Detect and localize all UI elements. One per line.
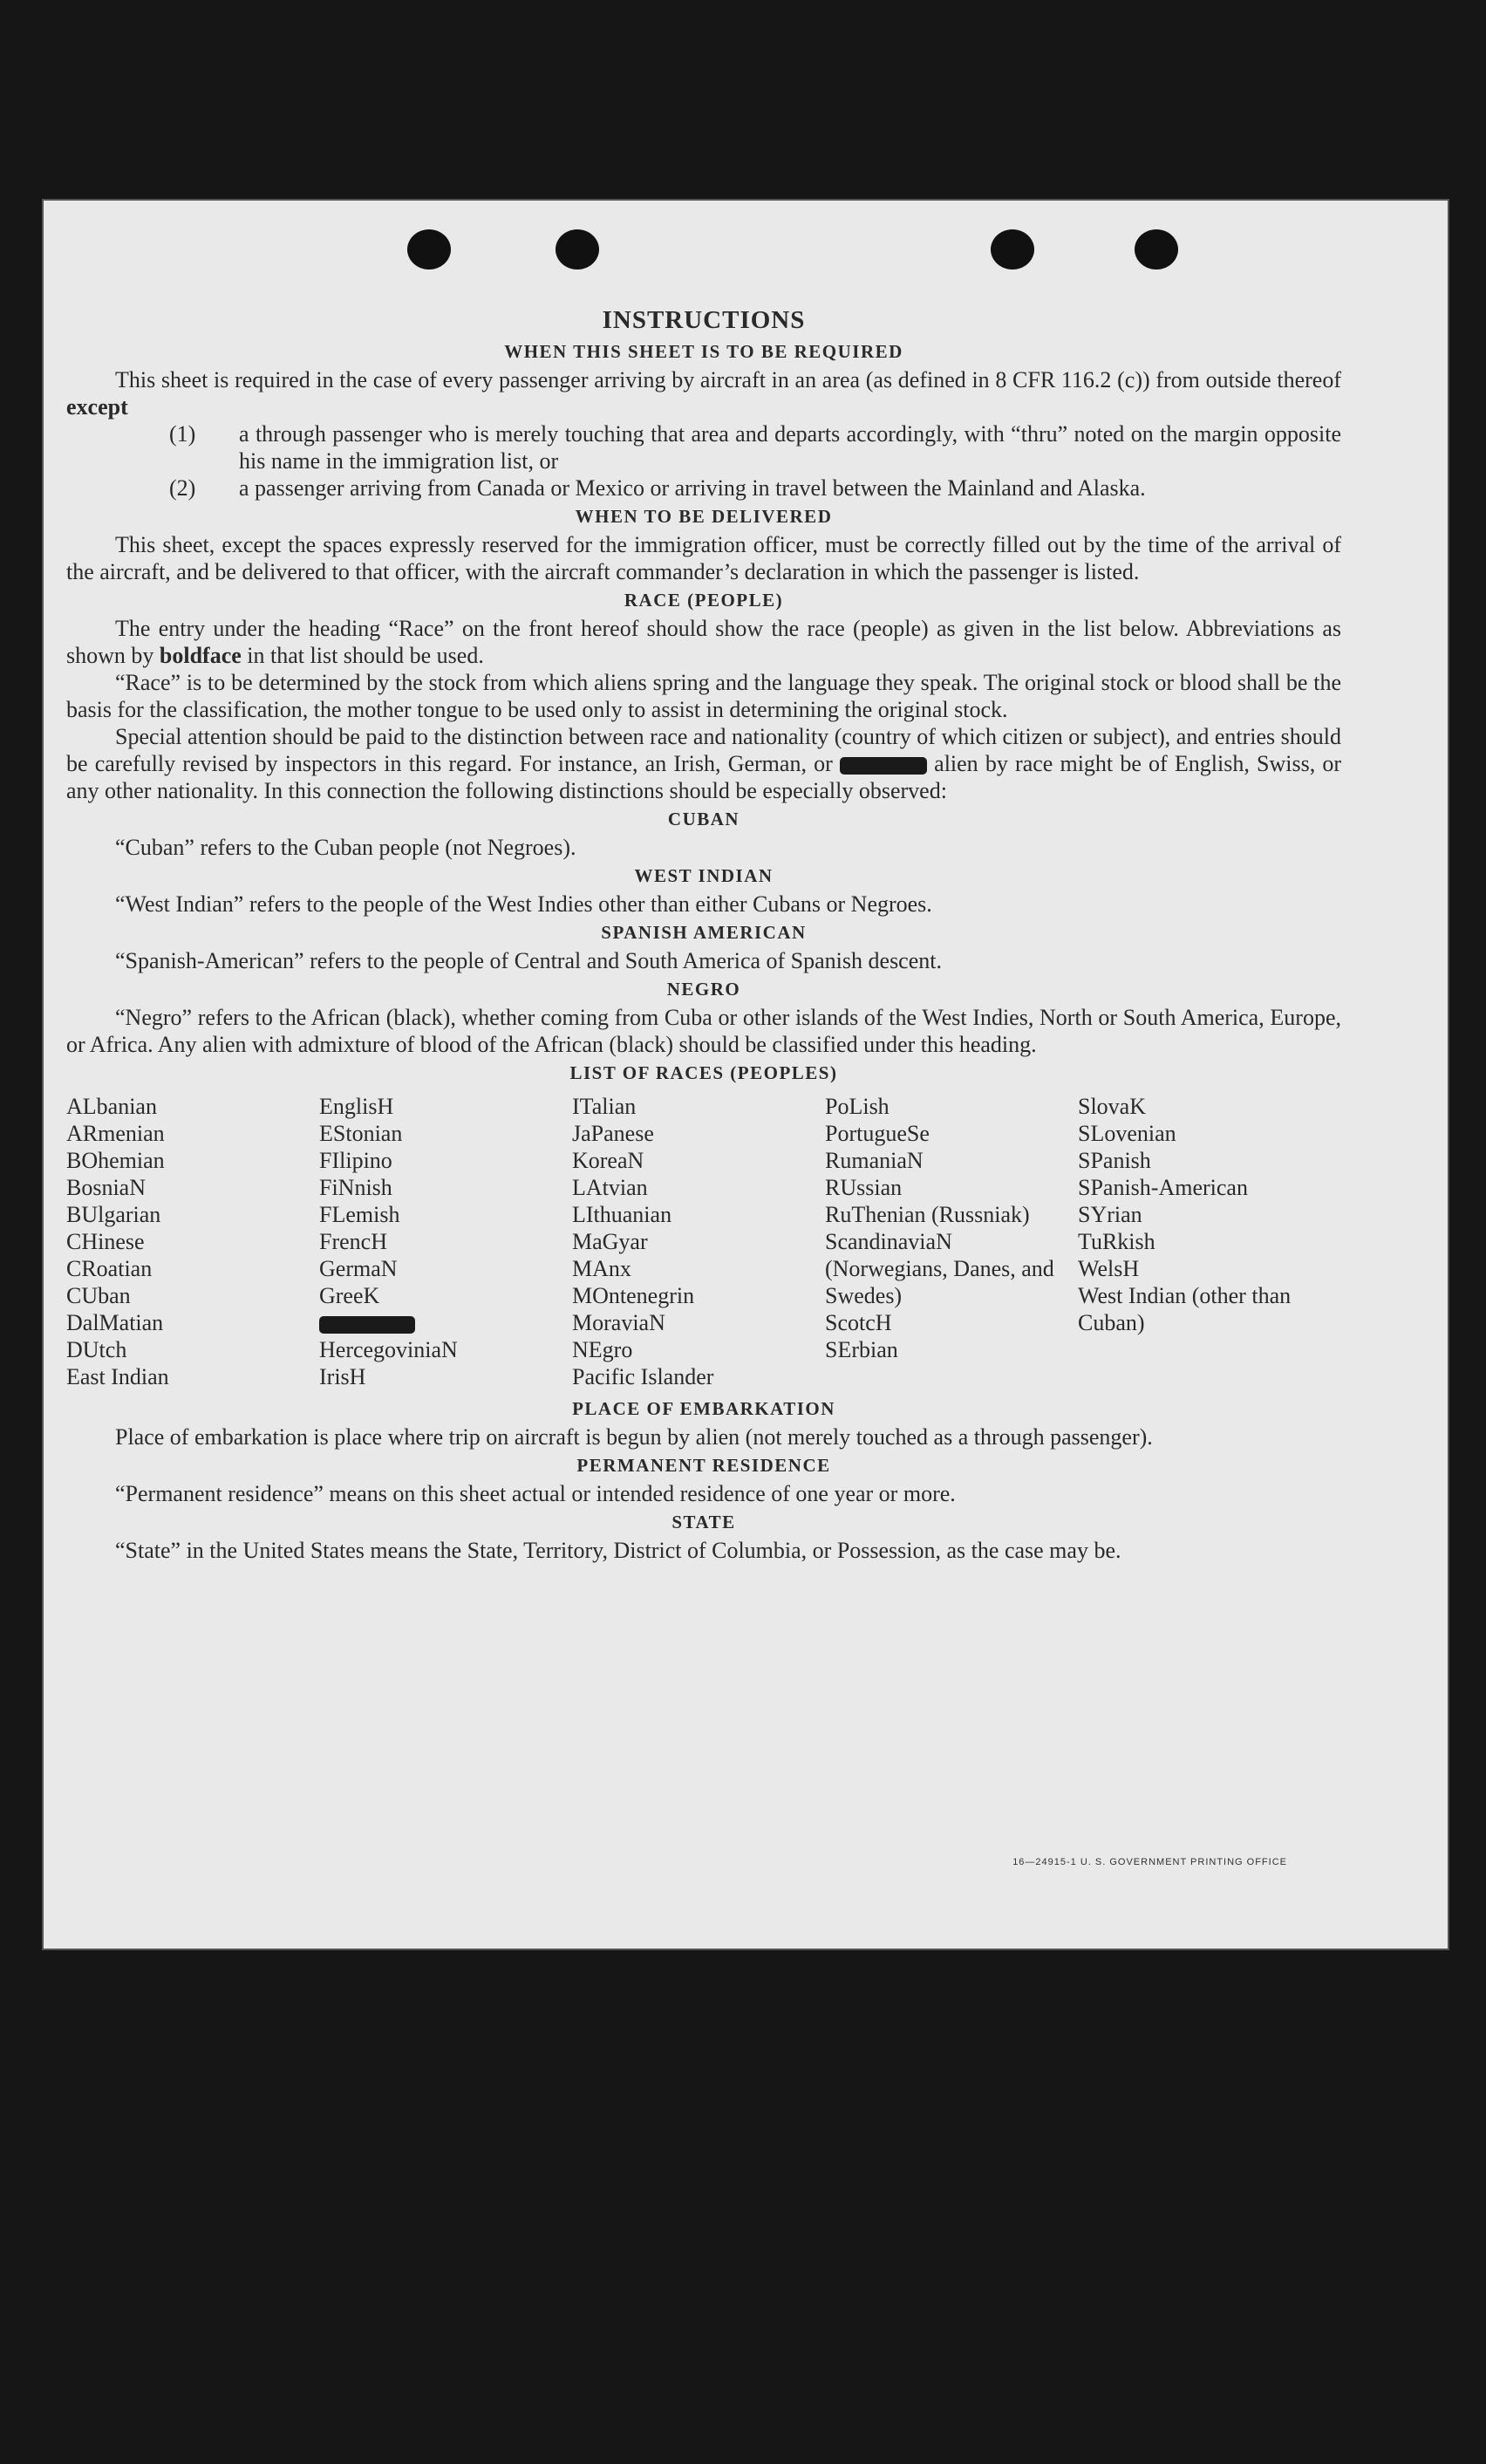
list-item [66, 474, 1341, 502]
negro-paragraph: “Negro” refers to the African (black), whether coming from Cuba or other islands of the West Indies, North or South America, Europe, or Africa. Any alien with admixture of blood of the African (black) should be classified under this heading. [66, 1005, 1341, 1057]
race-entry: FLemish [319, 1202, 400, 1227]
required-except: except [66, 394, 128, 420]
race-entry: ALbanian [66, 1094, 157, 1119]
race-entry: LIthuanian [572, 1202, 672, 1227]
item-number: (1) [169, 421, 196, 447]
section-title-delivered: WHEN TO BE DELIVERED [575, 506, 833, 527]
race-entry: CRoatian [66, 1256, 153, 1281]
race-entry: EStonian [319, 1121, 403, 1146]
races-column-4 [825, 1093, 1078, 1390]
race-text-b: in that list should be used. [247, 643, 484, 668]
state-paragraph: “State” in the United States means the State, Territory, District of Columbia, or Possession, as the case may be. [115, 1538, 1121, 1563]
races-column-2 [319, 1093, 572, 1390]
cuban-paragraph: “Cuban” refers to the Cuban people (not Negroes). [115, 835, 576, 860]
race-entry: FiNnish [319, 1175, 392, 1200]
race-entry: EnglisH [319, 1094, 394, 1119]
race-entry: BOhemian [66, 1148, 165, 1173]
race-entry: SYrian [1078, 1202, 1142, 1227]
document-sheet [42, 199, 1449, 1950]
page-title: INSTRUCTIONS [602, 306, 806, 334]
section-title-negro: NEGRO [666, 979, 741, 1000]
instructions-content [66, 304, 1341, 1564]
section-title-required: WHEN THIS SHEET IS TO BE REQUIRED [504, 341, 903, 362]
spanish-american-paragraph: “Spanish-American” refers to the people of Central and South America of Spanish descent. [115, 948, 942, 973]
race-entry: Pacific Islander [572, 1364, 714, 1389]
race-entry: PortugueSe [825, 1121, 930, 1146]
race-entry: ARmenian [66, 1121, 165, 1146]
item-text: a passenger arriving from Canada or Mexico or arriving in travel between the Mainland and Alaska. [239, 475, 1146, 501]
races-column-1 [66, 1093, 319, 1390]
west-indian-paragraph: “West Indian” refers to the people of the West Indies other than either Cubans or Negroes. [115, 891, 932, 917]
race-entry: PoLish [825, 1094, 890, 1119]
race-text-a: The entry under the heading “Race” on the front hereof should show the race (people) as given in the list below. Abbreviations as shown by [66, 616, 1341, 668]
redaction-mark [840, 757, 927, 775]
race-entry: ScandinaviaN (Norwegians, Danes, and Swedes) [825, 1229, 1054, 1308]
race-paragraph-3 [66, 723, 1341, 804]
punch-hole-4 [1135, 229, 1178, 270]
race-entry: MAnx [572, 1256, 631, 1281]
section-title-state: STATE [671, 1512, 736, 1532]
race-entry: SLovenian [1078, 1121, 1176, 1146]
race-entry: CHinese [66, 1229, 145, 1254]
race-entry: MOntenegrin [572, 1283, 695, 1308]
race-boldface: boldface [159, 643, 242, 668]
list-item [66, 420, 1341, 474]
race-entry: IrisH [319, 1364, 366, 1389]
required-text: This sheet is required in the case of every passenger arriving by aircraft in an area (as defined in 8 CFR 116.2 (c)) from outside thereof [115, 367, 1341, 392]
section-title-list: LIST OF RACES (PEOPLES) [569, 1062, 838, 1083]
race-entry: FIlipino [319, 1148, 392, 1173]
race-entry: MoraviaN [572, 1310, 665, 1335]
race-entry [319, 1309, 572, 1336]
section-title-west-indian: WEST INDIAN [634, 865, 774, 886]
race-entry: JaPanese [572, 1121, 654, 1146]
section-title-cuban: CUBAN [667, 809, 740, 829]
printer-code: 16—24915-1 U. S. GOVERNMENT PRINTING OFFICE [1012, 1857, 1287, 1867]
race-entry: DalMatian [66, 1310, 164, 1335]
race-entry: NEgro [572, 1337, 633, 1362]
races-column-5 [1078, 1093, 1339, 1390]
embarkation-paragraph: Place of embarkation is place where trip on aircraft is begun by alien (not merely touched as a through passenger). [115, 1424, 1153, 1450]
race-entry: ITalian [572, 1094, 637, 1119]
race-entry: LAtvian [572, 1175, 648, 1200]
race-entry: RUssian [825, 1175, 903, 1200]
race-entry: KoreaN [572, 1148, 644, 1173]
item-text: a through passenger who is merely touching that area and departs accordingly, with “thru” noted on the margin opposite his name in the immigration list, or [239, 421, 1341, 474]
redaction-mark [319, 1316, 415, 1334]
race-text-c: Special attention should be paid to the distinction between race and nationality (country of which citizen or subject), and entries should be carefully revised by inspectors in this regard. For instance, an Irish, German, or [66, 724, 1341, 776]
races-table [66, 1093, 1341, 1390]
section-title-race: RACE (PEOPLE) [624, 590, 784, 611]
race-entry: SlovaK [1078, 1094, 1146, 1119]
race-entry: SPanish [1078, 1148, 1151, 1173]
race-entry: East Indian [66, 1364, 169, 1389]
race-entry: TuRkish [1078, 1229, 1155, 1254]
race-entry: RumaniaN [825, 1148, 924, 1173]
punch-hole-3 [991, 229, 1034, 270]
race-entry: HercegoviniaN [319, 1337, 458, 1362]
required-paragraph [66, 366, 1341, 420]
race-entry: ScotcH [825, 1310, 892, 1335]
race-entry: MaGyar [572, 1229, 648, 1254]
race-entry: DUtch [66, 1337, 127, 1362]
race-entry: GermaN [319, 1256, 398, 1281]
race-entry: SPanish-American [1078, 1175, 1248, 1200]
race-entry: BUlgarian [66, 1202, 161, 1227]
residence-paragraph: “Permanent residence” means on this sheet actual or intended residence of one year or more. [115, 1481, 956, 1506]
section-title-spanish-american: SPANISH AMERICAN [601, 922, 807, 943]
item-number: (2) [169, 475, 196, 501]
race-text-d: alien by race might be of English, Swiss, or any other nationality. In this connection the following distinctions should be especially observed: [66, 751, 1342, 803]
race-entry: FrencH [319, 1229, 387, 1254]
section-title-residence: PERMANENT RESIDENCE [576, 1455, 831, 1476]
race-entry: West Indian (other than Cuban) [1078, 1283, 1292, 1335]
race-paragraph-2: “Race” is to be determined by the stock from which aliens spring and the language they speak. The original stock or blood shall be the basis for the classification, the mother tongue to be used only to assist in determining the original stock. [66, 670, 1341, 722]
races-column-3 [572, 1093, 825, 1390]
section-title-embarkation: PLACE OF EMBARKATION [572, 1398, 835, 1419]
race-entry: SErbian [825, 1337, 898, 1362]
race-entry: RuThenian (Russniak) [825, 1202, 1030, 1227]
punch-hole-1 [407, 229, 451, 270]
race-entry: WelsH [1078, 1256, 1140, 1281]
race-entry: BosniaN [66, 1175, 146, 1200]
punch-hole-2 [556, 229, 599, 270]
race-entry: GreeK [319, 1283, 380, 1308]
delivered-paragraph: This sheet, except the spaces expressly reserved for the immigration officer, must be correctly filled out by the time of the arrival of the aircraft, and be delivered to that officer, with the aircraft commander’s declaration in which the passenger is listed. [66, 532, 1341, 584]
race-paragraph-1 [66, 615, 1341, 669]
race-entry: CUban [66, 1283, 131, 1308]
